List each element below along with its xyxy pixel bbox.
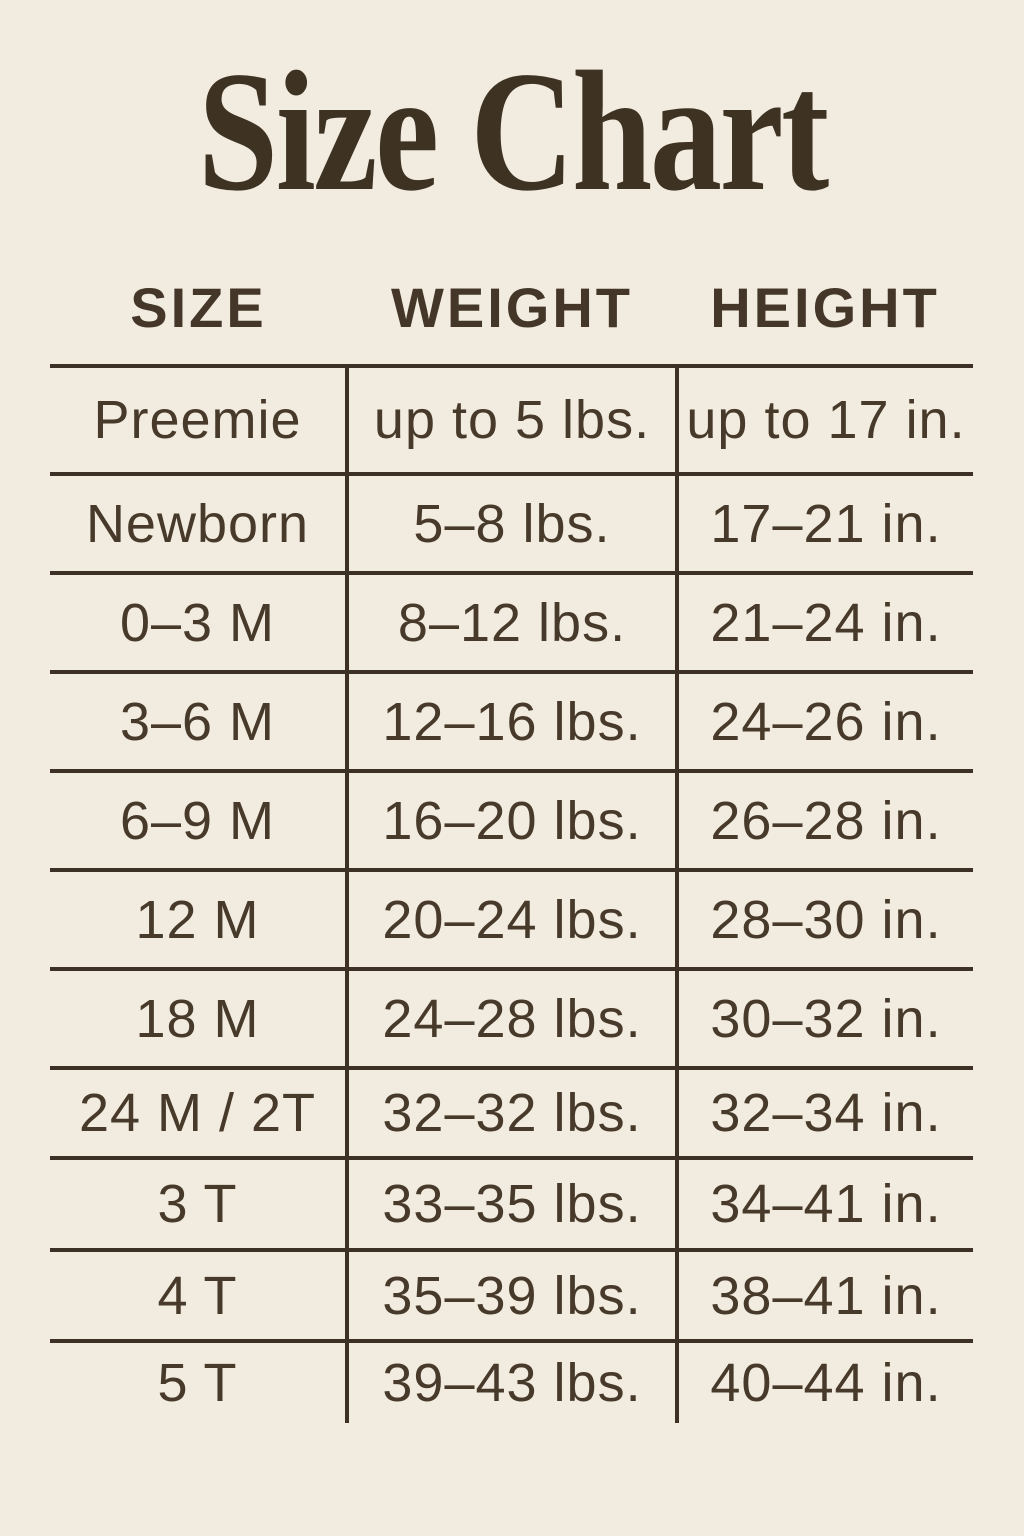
cell-weight: up to 5 lbs. [347, 366, 677, 474]
cell-size: Preemie [50, 366, 347, 474]
header-height: HEIGHT [677, 250, 973, 366]
page-title-text: Size Chart [197, 37, 827, 227]
cell-size: 3–6 M [50, 672, 347, 771]
table-row [50, 870, 973, 969]
header-size: SIZE [50, 250, 347, 366]
cell-size: 3 T [50, 1158, 347, 1250]
cell-height: 21–24 in. [677, 573, 973, 672]
size-chart-table [50, 250, 973, 1423]
header-row [50, 250, 973, 366]
table-row [50, 969, 973, 1068]
cell-size: Newborn [50, 474, 347, 573]
cell-weight: 8–12 lbs. [347, 573, 677, 672]
cell-weight: 39–43 lbs. [347, 1341, 677, 1423]
cell-size: 12 M [50, 870, 347, 969]
cell-height: 26–28 in. [677, 771, 973, 870]
cell-height: 30–32 in. [677, 969, 973, 1068]
table-row [50, 1250, 973, 1341]
cell-height: 17–21 in. [677, 474, 973, 573]
table-row [50, 1341, 973, 1423]
cell-size: 6–9 M [50, 771, 347, 870]
size-table-body [50, 366, 973, 1423]
cell-height: 38–41 in. [677, 1250, 973, 1341]
page-title [0, 37, 1024, 227]
cell-height: 32–34 in. [677, 1068, 973, 1158]
cell-height: 28–30 in. [677, 870, 973, 969]
header-weight: WEIGHT [347, 250, 677, 366]
cell-weight: 32–32 lbs. [347, 1068, 677, 1158]
cell-weight: 12–16 lbs. [347, 672, 677, 771]
cell-size: 24 M / 2T [50, 1068, 347, 1158]
cell-height: up to 17 in. [677, 366, 973, 474]
cell-size: 0–3 M [50, 573, 347, 672]
cell-weight: 35–39 lbs. [347, 1250, 677, 1341]
table-row [50, 771, 973, 870]
cell-size: 4 T [50, 1250, 347, 1341]
cell-weight: 20–24 lbs. [347, 870, 677, 969]
table-row [50, 573, 973, 672]
cell-height: 34–41 in. [677, 1158, 973, 1250]
cell-weight: 24–28 lbs. [347, 969, 677, 1068]
table-row [50, 1068, 973, 1158]
cell-weight: 5–8 lbs. [347, 474, 677, 573]
cell-weight: 33–35 lbs. [347, 1158, 677, 1250]
table-row [50, 366, 973, 474]
cell-height: 40–44 in. [677, 1341, 973, 1423]
cell-height: 24–26 in. [677, 672, 973, 771]
table-row [50, 672, 973, 771]
table-row [50, 474, 973, 573]
table-row [50, 1158, 973, 1250]
cell-size: 5 T [50, 1341, 347, 1423]
cell-weight: 16–20 lbs. [347, 771, 677, 870]
cell-size: 18 M [50, 969, 347, 1068]
